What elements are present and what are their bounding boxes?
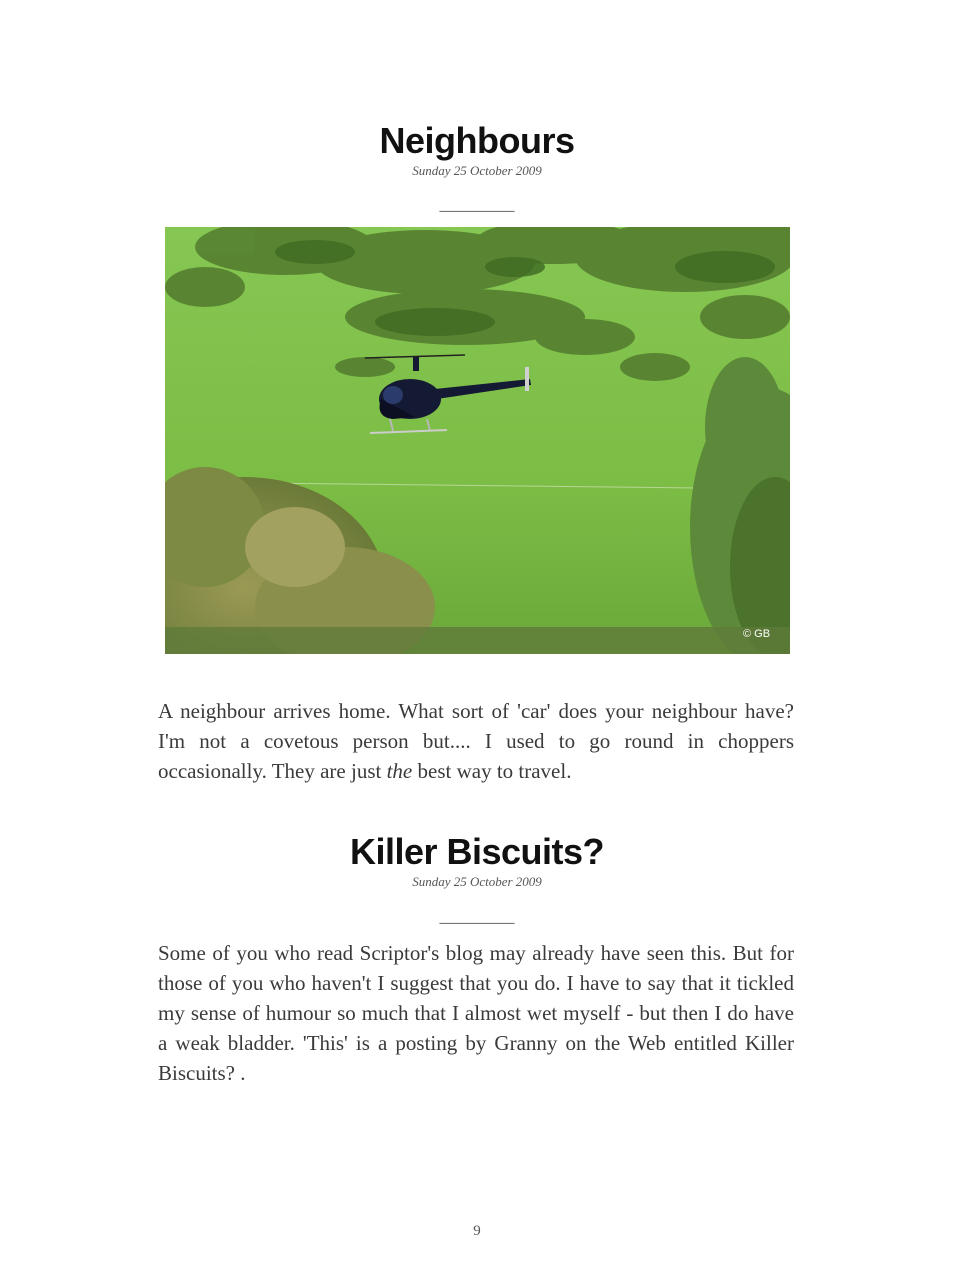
post-title-killer-biscuits: Killer Biscuits? bbox=[349, 831, 605, 872]
page-number: 9 bbox=[473, 1223, 481, 1239]
post-body-neighbours bbox=[158, 696, 794, 786]
helicopter-photo bbox=[165, 227, 790, 654]
post-separator-killer-biscuits: __________ bbox=[439, 910, 515, 926]
body-emphasis: the bbox=[386, 759, 413, 783]
photo-watermark: © GB bbox=[743, 628, 771, 640]
post-date-neighbours: Sunday 25 October 2009 bbox=[412, 163, 542, 178]
post-body-killer-biscuits: Some of you who read Scriptor's blog may already have seen this. But for those of you who haven't I suggest that you do. I have to say that it tickled my sense of humour so much that I almost wet myself - but then I do have a weak bladder. 'This' is a posting by Granny on the Web entitled Killer Biscuits? . bbox=[158, 941, 794, 1085]
post-date-killer-biscuits: Sunday 25 October 2009 bbox=[412, 874, 542, 889]
post-title-neighbours: Neighbours bbox=[379, 120, 575, 161]
body-text-part: best way to travel. bbox=[412, 759, 572, 783]
post-separator-neighbours: __________ bbox=[439, 198, 515, 214]
body-text-part: A neighbour arrives home. What sort of 'car' does your neighbour have? I'm not a covetous person but.... I used to go round in choppers occasionally. They are just bbox=[158, 699, 794, 783]
